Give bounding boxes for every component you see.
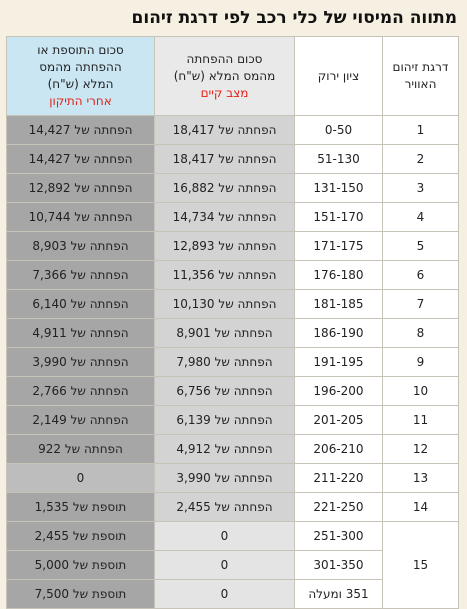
cell-grade: 15	[383, 522, 459, 609]
table-row	[7, 319, 459, 348]
table-row	[7, 435, 459, 464]
table-row	[7, 203, 459, 232]
cell-after-amendment: תוספת של 1,535	[7, 493, 155, 522]
table-row	[7, 116, 459, 145]
cell-grade: 10	[383, 377, 459, 406]
table-row	[7, 232, 459, 261]
cell-current-reduction: 0	[155, 580, 295, 609]
cell-current-reduction: הפחתה של 18,417	[155, 116, 295, 145]
table-row	[7, 406, 459, 435]
cell-green-score: 201-205	[295, 406, 383, 435]
cell-current-reduction: הפחתה של 3,990	[155, 464, 295, 493]
cell-grade: 1	[383, 116, 459, 145]
cell-green-score: 176-180	[295, 261, 383, 290]
cell-after-amendment: הפחתה של 10,744	[7, 203, 155, 232]
cell-green-score: 301-350	[295, 551, 383, 580]
cell-after-amendment: תוספת של 2,455	[7, 522, 155, 551]
cell-green-score: 151-170	[295, 203, 383, 232]
cell-green-score: 251-300	[295, 522, 383, 551]
cell-green-score: 211-220	[295, 464, 383, 493]
header-current-reduction: סכום ההפחתה מהמס המלא (ש"ח) מצב קיים	[155, 37, 295, 116]
after-amendment-label: אחרי התיקון	[49, 94, 112, 108]
table-row	[7, 290, 459, 319]
cell-after-amendment: תוספת של 7,500	[7, 580, 155, 609]
cell-grade: 9	[383, 348, 459, 377]
table-header-row	[7, 37, 459, 116]
cell-after-amendment: 0	[7, 464, 155, 493]
cell-after-amendment: תוספת של 5,000	[7, 551, 155, 580]
cell-current-reduction: הפחתה של 16,882	[155, 174, 295, 203]
header-pollution-grade: דרגת זיהום האוויר	[383, 37, 459, 116]
table-row	[7, 493, 459, 522]
cell-after-amendment: הפחתה של 12,892	[7, 174, 155, 203]
cell-after-amendment: הפחתה של 14,427	[7, 145, 155, 174]
header-after-amendment: סכום התוספת או ההפחתה מהמס המלא (ש"ח) אחרי התיקון	[7, 37, 155, 116]
tax-table	[6, 36, 459, 609]
cell-grade: 12	[383, 435, 459, 464]
cell-current-reduction: הפחתה של 6,756	[155, 377, 295, 406]
cell-green-score: 181-185	[295, 290, 383, 319]
cell-current-reduction: הפחתה של 11,356	[155, 261, 295, 290]
cell-green-score: 351 ומעלה	[295, 580, 383, 609]
table-body	[7, 116, 459, 609]
table-row	[7, 261, 459, 290]
cell-green-score: 221-250	[295, 493, 383, 522]
cell-grade: 2	[383, 145, 459, 174]
cell-grade: 14	[383, 493, 459, 522]
cell-grade: 6	[383, 261, 459, 290]
cell-current-reduction: 0	[155, 522, 295, 551]
cell-current-reduction: הפחתה של 7,980	[155, 348, 295, 377]
table-row	[7, 145, 459, 174]
cell-after-amendment: הפחתה של 4,911	[7, 319, 155, 348]
cell-current-reduction: הפחתה של 12,893	[155, 232, 295, 261]
cell-green-score: 0-50	[295, 116, 383, 145]
cell-green-score: 191-195	[295, 348, 383, 377]
cell-after-amendment: הפחתה של 2,149	[7, 406, 155, 435]
cell-grade: 13	[383, 464, 459, 493]
cell-green-score: 131-150	[295, 174, 383, 203]
cell-after-amendment: הפחתה של 8,903	[7, 232, 155, 261]
cell-green-score: 171-175	[295, 232, 383, 261]
cell-after-amendment: הפחתה של 922	[7, 435, 155, 464]
cell-after-amendment: הפחתה של 6,140	[7, 290, 155, 319]
cell-current-reduction: הפחתה של 8,901	[155, 319, 295, 348]
cell-grade: 7	[383, 290, 459, 319]
cell-after-amendment: הפחתה של 14,427	[7, 116, 155, 145]
cell-current-reduction: הפחתה של 14,734	[155, 203, 295, 232]
cell-green-score: 51-130	[295, 145, 383, 174]
table-row	[7, 377, 459, 406]
cell-grade: 3	[383, 174, 459, 203]
cell-current-reduction: הפחתה של 18,417	[155, 145, 295, 174]
cell-grade: 4	[383, 203, 459, 232]
cell-current-reduction: הפחתה של 10,130	[155, 290, 295, 319]
cell-after-amendment: הפחתה של 3,990	[7, 348, 155, 377]
table-row	[7, 174, 459, 203]
cell-after-amendment: הפחתה של 2,766	[7, 377, 155, 406]
table-row	[7, 348, 459, 377]
cell-current-reduction: הפחתה של 4,912	[155, 435, 295, 464]
current-status-label: מצב קיים	[200, 85, 249, 100]
cell-green-score: 206-210	[295, 435, 383, 464]
cell-grade: 8	[383, 319, 459, 348]
cell-after-amendment: הפחתה של 7,366	[7, 261, 155, 290]
table-row	[7, 464, 459, 493]
cell-grade: 11	[383, 406, 459, 435]
cell-green-score: 186-190	[295, 319, 383, 348]
cell-current-reduction: הפחתה של 6,139	[155, 406, 295, 435]
cell-grade: 5	[383, 232, 459, 261]
cell-current-reduction: הפחתה של 2,455	[155, 493, 295, 522]
cell-green-score: 196-200	[295, 377, 383, 406]
table-row	[7, 522, 459, 551]
cell-current-reduction: 0	[155, 551, 295, 580]
page-title: מתווה המיסוי של כלי רכב לפי דרגת זיהום	[131, 8, 457, 28]
header-green-score: ציון ירוק	[295, 37, 383, 116]
